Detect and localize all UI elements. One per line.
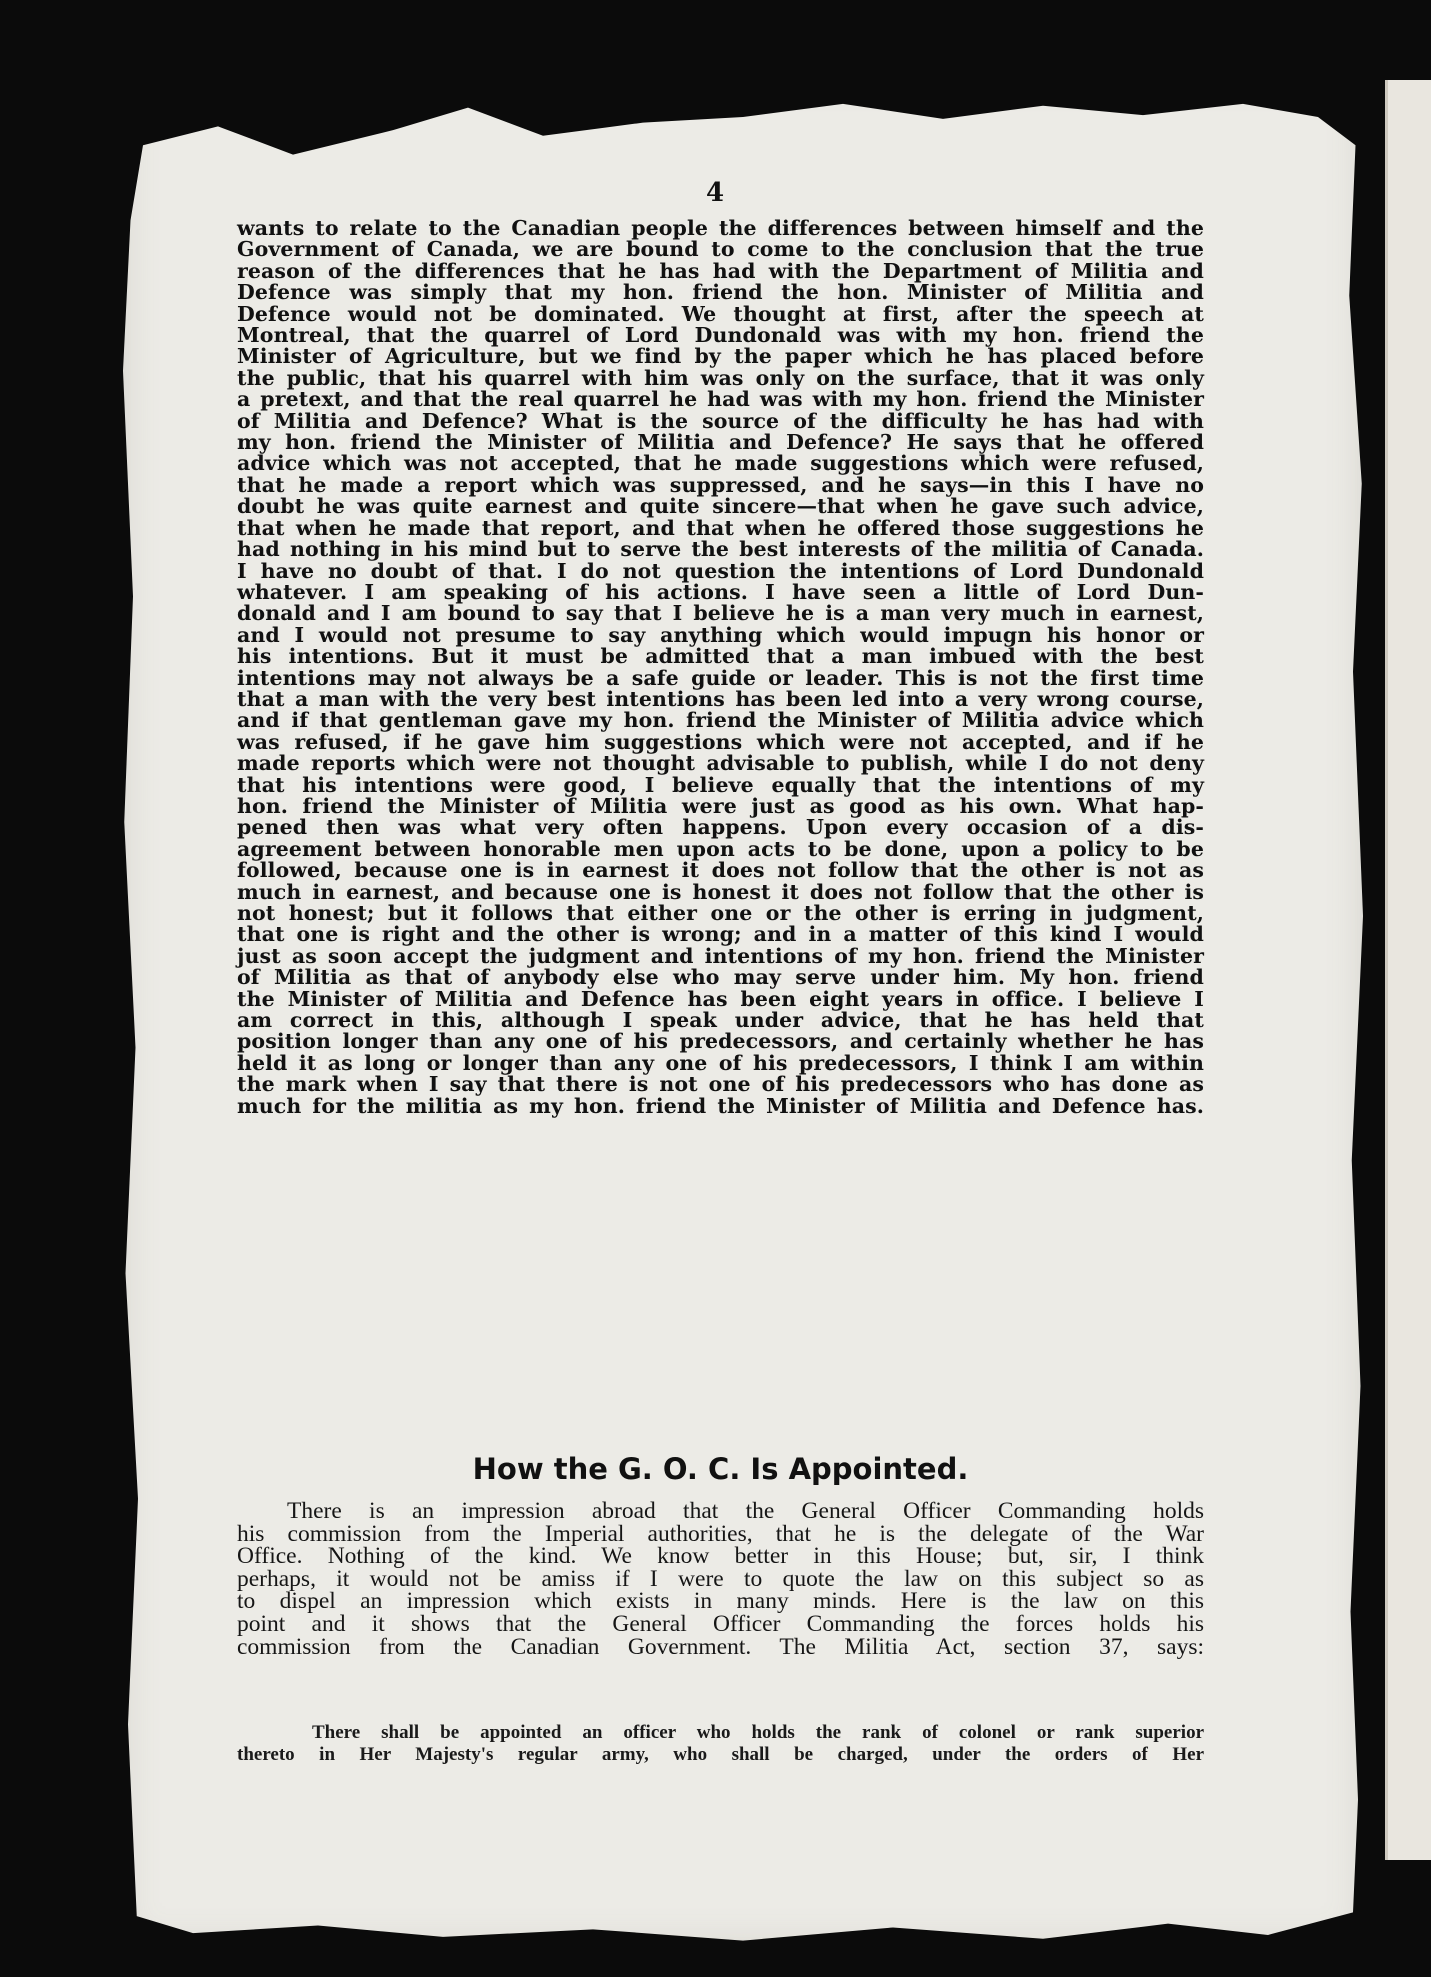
body-line: that his intentions were good, I believe equally that the intentions of my [237,772,1204,797]
body-line: reason of the differences that he has had with the Department of Militia and [237,258,1204,283]
body-line: that a man with the very best intentions has been led into a very wrong course, [237,686,1204,711]
body-line: made reports which were not thought advisable to publish, while I do not deny [237,751,1204,776]
body-line: Montreal, that the quarrel of Lord Dundonald was with my hon. friend the [237,323,1204,348]
body-line: Government of Canada, we are bound to come to the conclusion that the true [237,237,1204,262]
page-number: 4 [705,178,725,208]
body-line: Minister of Agriculture, but we find by the paper which he has placed before [237,344,1204,369]
body-line: and I would not presume to say anything which would impugn his honor or [237,622,1204,647]
body-line: and if that gentleman gave my hon. friend the Minister of Militia advice which [237,708,1204,733]
body-line: donald and I am bound to say that I believe he is a man very much in earnest, [237,601,1204,626]
body-line: am correct in this, although I speak under advice, that he has held that [237,1008,1204,1033]
body-line: of Militia and Defence? What is the source of the difficulty he has had with [237,408,1204,433]
body-line: his intentions. But it must be admitted that a man imbued with the best [237,644,1204,669]
body-line: had nothing in his mind but to serve the best interests of the militia of Canada. [237,537,1204,562]
body-line: doubt he was quite earnest and quite sincere—that when he gave such advice, [237,494,1204,519]
adjacent-page-edge [1385,80,1431,1860]
section-line: his commission from the Imperial authorities, that he is the delegate of the War [237,1520,1204,1547]
section-line: commission from the Canadian Government. The Militia Act, section 37, says: [237,1633,1204,1660]
body-line: whatever. I am speaking of his actions. I have seen a little of Lord Dun- [237,579,1204,604]
body-line: position longer than any one of his predecessors, and certainly whether he has [237,1029,1204,1054]
body-line: not honest; but it follows that either one or the other is erring in judgment, [237,901,1204,925]
body-line: hon. friend the Minister of Militia were just as good as his own. What hap- [237,793,1204,818]
body-line: agreement between honorable men upon acts to be done, upon a policy to be [237,836,1204,861]
body-line: much in earnest, and because one is honest it does not follow that the other is [237,879,1204,904]
body-line: of Militia as that of anybody else who may serve under him. My hon. friend [237,965,1204,990]
section-paragraph [237,1500,1204,1658]
body-line: pened then was what very often happens. Upon every occasion of a dis- [237,815,1204,840]
section-line: point and it shows that the General Officer Commanding the forces holds his [237,1610,1204,1637]
body-line: the public, that his quarrel with him was only on the surface, that it was only [237,365,1204,390]
body-line: the Minister of Militia and Defence has been eight years in office. I believe I [237,986,1204,1011]
body-line: that he made a report which was suppressed, and he says—in this I have no [237,472,1204,497]
body-line: my hon. friend the Minister of Militia and Defence? He says that he offered [237,430,1204,455]
body-line: advice which was not accepted, that he made suggestions which were refused, [237,451,1204,476]
body-line: just as soon accept the judgment and intentions of my hon. friend the Minister [237,943,1204,968]
quoted-statute [237,1722,1204,1766]
body-line: Defence would not be dominated. We thought at first, after the speech at [237,301,1204,326]
quote-line: thereto in Her Majesty's regular army, who shall be charged, under the orders of Her [237,1744,1204,1765]
body-line: held it as long or longer than any one of his predecessors, I think I am within [237,1050,1204,1075]
body-paragraph [237,218,1204,1117]
body-line: I have no doubt of that. I do not question the intentions of Lord Dundonald [237,558,1204,583]
body-line: much for the militia as my hon. friend the Minister of Militia and Defence has. [237,1093,1204,1118]
section-line: There is an impression abroad that the General Officer Commanding holds [287,1498,1204,1524]
body-line: was refused, if he gave him suggestions which were not accepted, and if he [237,729,1204,754]
section-line: to dispel an impression which exists in many minds. Here is the law on this [237,1588,1204,1615]
section-heading: How the G. O. C. Is Appointed. [472,1452,969,1486]
body-line: the mark when I say that there is not one of his predecessors who has done as [237,1072,1204,1097]
body-line: intentions may not always be a safe guide or leader. This is not the first time [237,665,1204,690]
quote-line: There shall be appointed an officer who holds the rank of colonel or rank superior [312,1722,1204,1743]
body-line: Defence was simply that my hon. friend the hon. Minister of Militia and [237,280,1204,305]
body-line: that one is right and the other is wrong; and in a matter of this kind I would [237,922,1204,947]
body-line: followed, because one is in earnest it does not follow that the other is not as [237,858,1204,883]
section-line: perhaps, it would not be amiss if I were to quote the law on this subject so as [237,1565,1204,1592]
body-line: that when he made that report, and that when he offered those suggestions he [237,515,1204,540]
body-line: a pretext, and that the real quarrel he had was with my hon. friend the Minister [237,387,1204,412]
section-line: Office. Nothing of the kind. We know better in this House; but, sir, I think [237,1543,1204,1570]
body-line: wants to relate to the Canadian people the differences between himself and the [237,216,1204,240]
